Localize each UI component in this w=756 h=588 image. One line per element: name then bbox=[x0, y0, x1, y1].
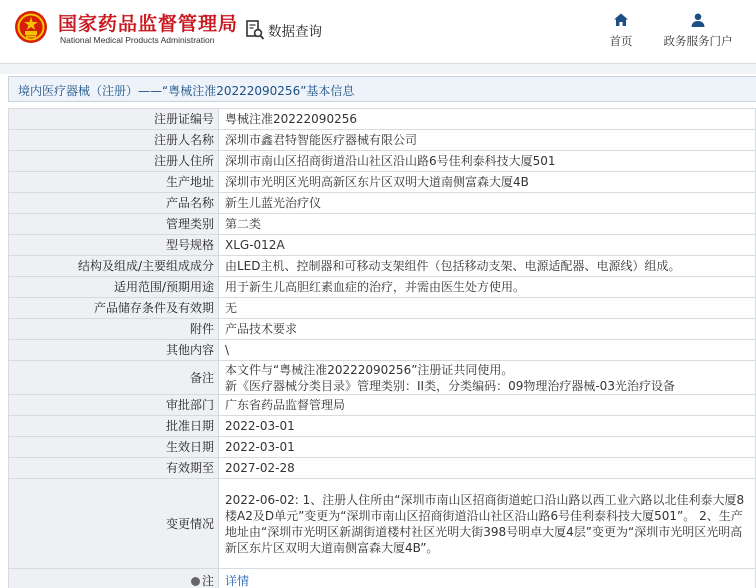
row-value: 2022-03-01 bbox=[219, 416, 756, 437]
remark-line-1: 本文件与“粤械注准20222090256”注册证共同使用。 bbox=[225, 362, 514, 377]
table-row bbox=[9, 298, 756, 319]
row-label: 变更情况 bbox=[9, 479, 219, 569]
home-icon bbox=[613, 12, 629, 28]
row-label: 产品储存条件及有效期 bbox=[9, 298, 219, 319]
row-label: 适用范围/预期用途 bbox=[9, 277, 219, 298]
row-value: 粤械注准20222090256 bbox=[219, 109, 756, 130]
table-row bbox=[9, 214, 756, 235]
note-label: 注 bbox=[201, 573, 214, 588]
remark-line-2: 新《医疗器械分类目录》管理类别：II类，分类编码：09物理治疗器械-03光治疗设备 bbox=[225, 378, 675, 393]
table-row bbox=[9, 319, 756, 340]
site-title-en: National Medical Products Administration bbox=[60, 35, 215, 45]
table-row bbox=[9, 479, 756, 569]
row-value: \ bbox=[219, 340, 756, 361]
row-label: 注册人名称 bbox=[9, 130, 219, 151]
table-row bbox=[9, 395, 756, 416]
change-history-value: 2022-06-02: 1、注册人住所由“深圳市南山区招商街道蛇口沿山路以西工业六路以北佳利泰大厦8 楼A2及D单元”变更为“深圳市南山区招商街道沿山社区沿山路6号佳利泰科技大厦501”。 2、生产地址由“深圳市光明区新湖街道楼村社区光明大街398号明卓大厦4层”变更为“深圳市光明区光明高新区东片区双明大道南侧富森大厦4B”。 bbox=[219, 479, 756, 569]
site-header bbox=[0, 0, 756, 64]
row-label: 有效期至 bbox=[9, 458, 219, 479]
breadcrumb: 境内医疗器械（注册）——“粤械注准20222090256”基本信息 bbox=[18, 84, 355, 98]
row-value: 由LED主机、控制器和可移动支架组件（包括移动支架、电源适配器、电源线）组成。 bbox=[219, 256, 756, 277]
row-label: 结构及组成/主要组成成分 bbox=[9, 256, 219, 277]
row-value: 新生儿蓝光治疗仪 bbox=[219, 193, 756, 214]
header-gap bbox=[0, 64, 756, 74]
row-value bbox=[219, 569, 756, 588]
row-value: XLG-012A bbox=[219, 235, 756, 256]
table-row bbox=[9, 340, 756, 361]
row-label bbox=[9, 569, 219, 588]
details-link[interactable]: 详情 bbox=[225, 573, 250, 588]
row-label: 备注 bbox=[9, 361, 219, 395]
table-row bbox=[9, 151, 756, 172]
user-icon bbox=[690, 12, 706, 28]
nav-gov-label: 政务服务门户 bbox=[663, 34, 733, 48]
table-row bbox=[9, 569, 756, 588]
data-query-label[interactable]: 数据查询 bbox=[268, 24, 322, 40]
row-label: 生效日期 bbox=[9, 437, 219, 458]
row-label: 附件 bbox=[9, 319, 219, 340]
document-search-icon bbox=[245, 19, 265, 41]
table-row bbox=[9, 437, 756, 458]
nav-gov-service[interactable] bbox=[656, 12, 740, 52]
table-row bbox=[9, 361, 756, 395]
row-label: 型号规格 bbox=[9, 235, 219, 256]
table-row bbox=[9, 256, 756, 277]
row-value: 产品技术要求 bbox=[219, 319, 756, 340]
row-label: 生产地址 bbox=[9, 172, 219, 193]
row-value: 第二类 bbox=[219, 214, 756, 235]
row-value: 深圳市鑫君特智能医疗器械有限公司 bbox=[219, 130, 756, 151]
row-label: 注册人住所 bbox=[9, 151, 219, 172]
row-value: 2027-02-28 bbox=[219, 458, 756, 479]
note-icon bbox=[191, 577, 200, 586]
table-row bbox=[9, 130, 756, 151]
table-row bbox=[9, 109, 756, 130]
row-label: 审批部门 bbox=[9, 395, 219, 416]
registration-detail-table bbox=[8, 108, 756, 588]
table-row bbox=[9, 277, 756, 298]
row-value: 广东省药品监督管理局 bbox=[219, 395, 756, 416]
row-value bbox=[219, 361, 756, 395]
row-value: 深圳市南山区招商街道沿山社区沿山路6号佳利泰科技大厦501 bbox=[219, 151, 756, 172]
table-row bbox=[9, 193, 756, 214]
row-value: 用于新生儿高胆红素血症的治疗，并需由医生处方使用。 bbox=[219, 277, 756, 298]
row-label: 其他内容 bbox=[9, 340, 219, 361]
row-label: 产品名称 bbox=[9, 193, 219, 214]
row-label: 注册证编号 bbox=[9, 109, 219, 130]
row-value: 无 bbox=[219, 298, 756, 319]
breadcrumb-bar bbox=[8, 76, 756, 102]
row-value: 2022-03-01 bbox=[219, 437, 756, 458]
row-label: 批准日期 bbox=[9, 416, 219, 437]
table-row bbox=[9, 235, 756, 256]
nav-home[interactable] bbox=[600, 12, 642, 52]
table-row bbox=[9, 458, 756, 479]
table-row bbox=[9, 416, 756, 437]
site-title: 国家药品监督管理局 bbox=[58, 13, 239, 35]
table-row bbox=[9, 172, 756, 193]
row-label: 管理类别 bbox=[9, 214, 219, 235]
nav-home-label: 首页 bbox=[609, 34, 633, 48]
row-value: 深圳市光明区光明高新区东片区双明大道南侧富森大厦4B bbox=[219, 172, 756, 193]
national-emblem-icon bbox=[14, 10, 48, 44]
